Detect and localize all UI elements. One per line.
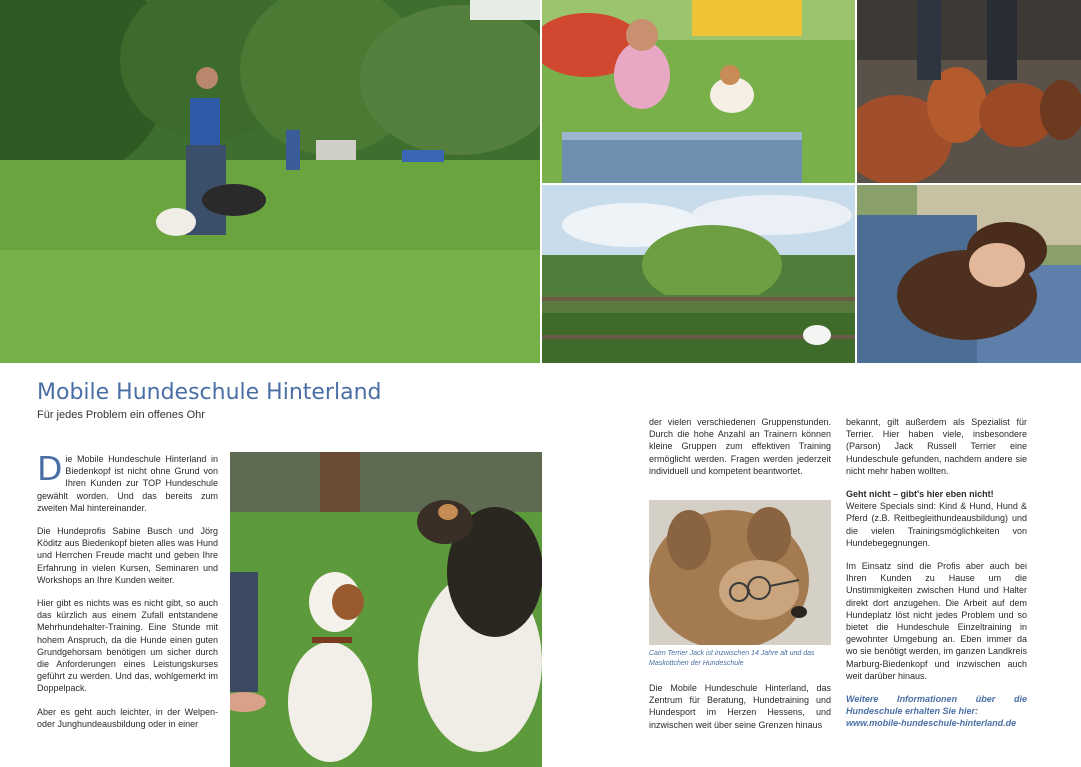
paragraph: der vielen verschiedenen Gruppenstunden. Durch die hohe Anzahl an Trainern können kleine Gruppen zum effektiven Training ermöglicht werden. Fragen werden jederzeit individuell und kompetent beantwortet. bbox=[649, 417, 831, 476]
paragraph: Die Mobile Hundeschule Hinterland, das Zentrum für Beratung, Hundetraining und Hundesport im Herzen Hessens, und inzwischen weit über seine Grenzen hinaus bbox=[649, 683, 831, 730]
image-caption: Cairn Terrier Jack ist inzwischen 14 Jahre alt und das Maskottchen der Hundeschule bbox=[649, 650, 815, 667]
page-title: Mobile Hundeschule Hinterland bbox=[37, 380, 382, 405]
paragraph: Weitere Specials sind: Kind & Hund, Hund & Pferd (z.B. Reitbegleithundeausbildung) und die vielen Trainingsmöglichkeiten von Hundebegegnungen. bbox=[846, 501, 1027, 548]
more-info-text: Weitere Informationen über die Hundeschule erhalten Sie hier: bbox=[846, 694, 1027, 717]
paragraph-intro: Die Mobile Hundeschule Hinterland in Biedenkopf ist nicht ohne Grund von Ihren Kunden zur TOP Hundeschule gewählt worden. Und das bereits zum zweiten Mal hintereinander. bbox=[37, 449, 218, 513]
paragraph: Hier gibt es nichts was es nicht gibt, so auch das kürzlich aus einem Zufall entstandene Mehrhundehalter-Training. Eine Stunde mit hohem Anspruch, da die Hunde einen guten Grundgehorsam benötigen um sicher durch die Anforderungen eines Leistungskurses geführt zu werden. Und das, wohlgemerkt im Doppelpack. bbox=[37, 598, 218, 694]
photo-bridge-walk bbox=[542, 185, 855, 363]
photo-girl-agility-dog bbox=[542, 0, 855, 183]
photo-dog-training-field bbox=[0, 0, 540, 363]
section-heading: Geht nicht – gibt's hier eben nicht! bbox=[846, 489, 994, 500]
page-subtitle: Für jedes Problem ein offenes Ohr bbox=[37, 409, 205, 421]
website-link[interactable]: www.mobile-hundeschule-hinterland.de bbox=[846, 718, 1017, 729]
photo-dogs-group bbox=[857, 0, 1081, 183]
paragraph: bekannt, gilt außerdem als Spezialist für Terrier. Hier haben viele, insbesondere (Parson) Jack Russell Terrier eine Hundeschule gefunden, nachdem andere sie nicht mehr haben wollten. bbox=[846, 417, 1027, 476]
paragraph: Im Einsatz sind die Profis aber auch bei Ihren Kunden zu Hause um die Unstimmigkeiten zwischen Hund und Halter direkt dort anzugehen. Die Arbeit auf dem Hundeplatz löst nicht jedes Problem und so bietet die Hundeschule Einzeltraining in gewohnter Umgebung an. Eben immer da wo sie benötigt werden, im ganzen Landkreis Marburg-Biedenkopf und inzwischen auch weit darüber hinaus. bbox=[846, 561, 1027, 681]
text-column-3 bbox=[846, 416, 1027, 730]
paragraph: Die Hundeprofis Sabine Busch und Jörg Köditz aus Biedenkopf bieten alles was Hund und Herrchen Freude macht und geben Ihre Erfahrung in vielen Kursen, Seminaren und Workshops an Ihre Kunden weiter. bbox=[37, 526, 218, 585]
text-column-2-lower bbox=[649, 682, 831, 742]
text-column-1 bbox=[37, 449, 218, 741]
text-column-2 bbox=[649, 416, 831, 488]
dropcap-letter: D bbox=[37, 449, 63, 488]
photo-two-dogs-sitting bbox=[230, 452, 542, 767]
paragraph: Aber es geht auch leichter, in der Welpen- oder Junghundeausbildung oder in einer bbox=[37, 706, 218, 729]
photo-dachshund-lap bbox=[857, 185, 1081, 363]
photo-cairn-terrier-glasses bbox=[649, 500, 831, 645]
